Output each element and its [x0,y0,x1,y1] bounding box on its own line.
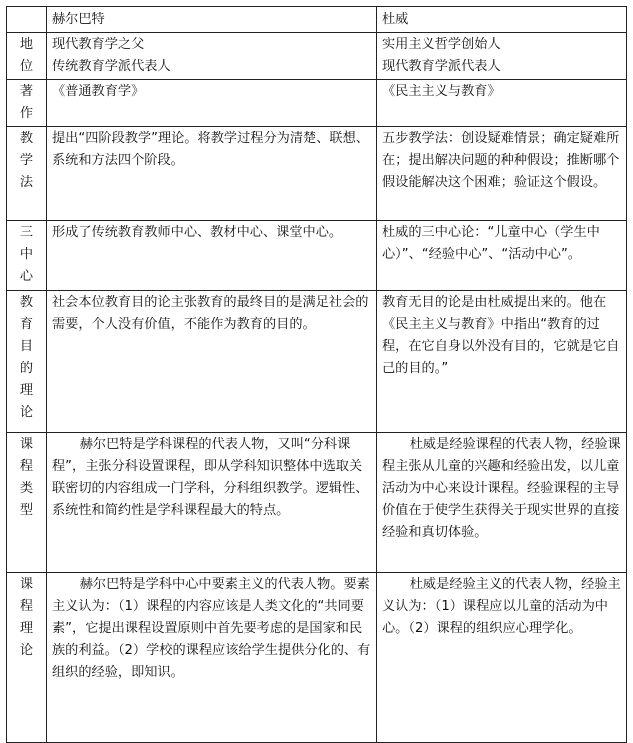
cell-dewey: 杜威是经验主义的代表人物，经验主义认为：（1）课程应以儿童的活动为中心。（2）课程的组织应心理学化。 [377,573,627,743]
corner-cell [7,7,47,33]
cell-dewey: 《民主主义与教育》 [377,80,627,127]
row-teaching-method [7,127,627,221]
cell-dewey: 杜威的三中心论：“儿童中心（学生中心）”、“经验中心”、“活动中心”。 [377,221,627,291]
cell-herbart: 赫尔巴特是学科课程的代表人物，又叫“分科课程”，主张分科设置课程，即从学科知识整体中选取关联密切的内容组成一门学科，分科组织教学。逻辑性、系统性和简约性是学科课程最大的特点。 [47,433,377,573]
cell-dewey: 教育无目的论是由杜威提出来的。他在《民主主义与教育》中指出“教育的过程，在它自身以外没有目的，它就是它自己的目的。” [377,291,627,433]
row-label: 课程理论 [7,573,47,743]
cell-herbart: 现代教育学之父 传统教育学派代表人 [47,33,377,80]
row-curriculum-type [7,433,627,573]
cell-herbart: 提出“四阶段教学”理论。将教学过程分为清楚、联想、系统和方法四个阶段。 [47,127,377,221]
row-label: 教学法 [7,127,47,221]
row-label: 著作 [7,80,47,127]
row-label: 三中心 [7,221,47,291]
cell-dewey: 五步教学法：创设疑难情景；确定疑难所在；提出解决问题的种种假设；推断哪个假设能解决这个困难；验证这个假设。 [377,127,627,221]
row-three-centers [7,221,627,291]
row-curriculum-theory [7,573,627,743]
cell-dewey: 实用主义哲学创始人 现代教育学派代表人 [377,33,627,80]
cell-herbart: 社会本位教育目的论主张教育的最终目的是满足社会的需要，个人没有价值，不能作为教育的目的。 [47,291,377,433]
row-works [7,80,627,127]
row-status [7,33,627,80]
row-education-aim [7,291,627,433]
row-label: 课程类型 [7,433,47,573]
comparison-table [6,6,627,743]
row-label: 教育目的理论 [7,291,47,433]
cell-herbart: 形成了传统教育教师中心、教材中心、课堂中心。 [47,221,377,291]
header-herbart: 赫尔巴特 [47,7,377,33]
header-row [7,7,627,33]
row-label: 地位 [7,33,47,80]
cell-herbart: 赫尔巴特是学科中心中要素主义的代表人物。要素主义认为：（1）课程的内容应该是人类文化的“共同要素”，它提出课程设置原则中首先要考虑的是国家和民族的利益。（2）学校的课程应该给学生提供分化的、有组织的经验，即知识。 [47,573,377,743]
header-dewey: 杜威 [377,7,627,33]
cell-dewey: 杜威是经验课程的代表人物，经验课程主张从儿童的兴趣和经验出发，以儿童活动为中心来设计课程。经验课程的主导价值在于使学生获得关于现实世界的直接经验和真切体验。 [377,433,627,573]
cell-herbart: 《普通教育学》 [47,80,377,127]
